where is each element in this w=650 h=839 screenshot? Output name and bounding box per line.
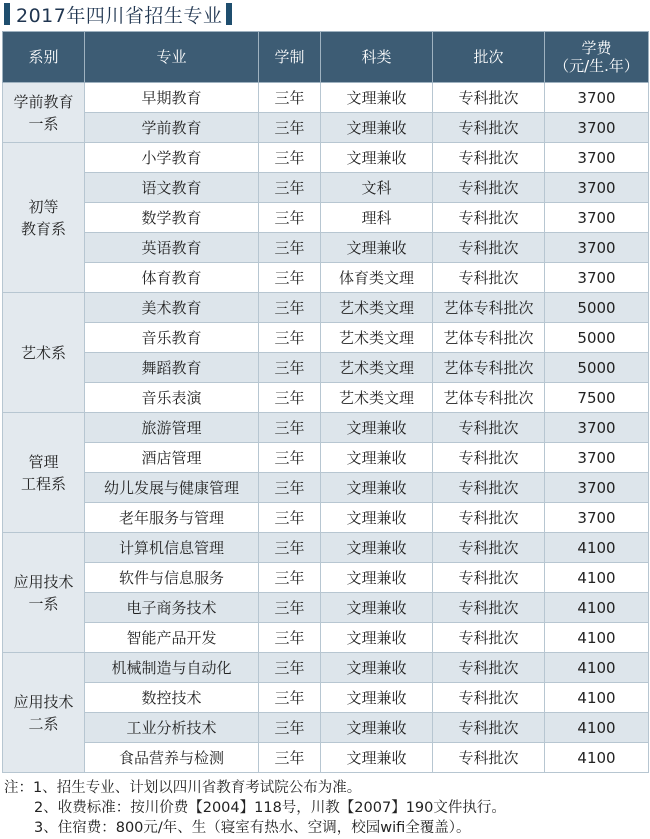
category-cell: 文理兼收 [321, 593, 433, 623]
category-cell: 艺术类文理 [321, 293, 433, 323]
fee-cell: 3700 [545, 143, 649, 173]
batch-cell: 专科批次 [433, 503, 545, 533]
category-cell: 文理兼收 [321, 143, 433, 173]
years-cell: 三年 [259, 293, 321, 323]
years-cell: 三年 [259, 653, 321, 683]
fee-cell: 3700 [545, 443, 649, 473]
years-cell: 三年 [259, 503, 321, 533]
major-cell: 早期教育 [85, 83, 259, 113]
category-cell: 文理兼收 [321, 533, 433, 563]
major-cell: 数控技术 [85, 683, 259, 713]
table-row [3, 413, 649, 443]
table-row [3, 473, 649, 503]
batch-cell: 艺体专科批次 [433, 293, 545, 323]
dept-name-line: 一系 [28, 114, 59, 133]
category-cell: 文科 [321, 173, 433, 203]
years-cell: 三年 [259, 83, 321, 113]
batch-cell: 专科批次 [433, 203, 545, 233]
category-cell: 文理兼收 [321, 563, 433, 593]
dept-name-line: 初等 [28, 197, 59, 216]
batch-cell: 艺体专科批次 [433, 353, 545, 383]
years-cell: 三年 [259, 563, 321, 593]
fee-cell: 5000 [545, 323, 649, 353]
fee-cell: 4100 [545, 743, 649, 773]
fee-cell: 4100 [545, 653, 649, 683]
batch-cell: 艺体专科批次 [433, 383, 545, 413]
header-fee [545, 32, 649, 83]
major-cell: 美术教育 [85, 293, 259, 323]
dept-name-line: 艺术系 [20, 343, 66, 362]
fee-cell: 5000 [545, 293, 649, 323]
years-cell: 三年 [259, 533, 321, 563]
fee-cell: 3700 [545, 503, 649, 533]
fee-cell: 4100 [545, 623, 649, 653]
table-row [3, 593, 649, 623]
dept-name-line: 应用技术 [13, 572, 74, 591]
years-cell: 三年 [259, 743, 321, 773]
table-row [3, 233, 649, 263]
dept-cell [3, 293, 85, 413]
years-cell: 三年 [259, 443, 321, 473]
note-line: 3、住宿费：800元/年、生（寝室有热水、空调，校园wifi全覆盖）。 [34, 820, 471, 836]
major-cell: 旅游管理 [85, 413, 259, 443]
batch-cell: 专科批次 [433, 473, 545, 503]
major-cell: 电子商务技术 [85, 593, 259, 623]
table-row [3, 143, 649, 173]
years-cell: 三年 [259, 233, 321, 263]
table-row [3, 503, 649, 533]
dept-name-line: 教育系 [20, 219, 66, 238]
batch-cell: 专科批次 [433, 233, 545, 263]
major-cell: 老年服务与管理 [85, 503, 259, 533]
major-cell: 工业分析技术 [85, 713, 259, 743]
batch-cell: 专科批次 [433, 623, 545, 653]
fee-cell: 3700 [545, 83, 649, 113]
dept-name-line: 二系 [28, 714, 59, 733]
batch-cell: 专科批次 [433, 83, 545, 113]
fee-cell: 5000 [545, 353, 649, 383]
years-cell: 三年 [259, 683, 321, 713]
note-line: 2、收费标准：按川价费【2004】118号，川教【2007】190文件执行。 [34, 800, 506, 816]
table-row [3, 203, 649, 233]
category-cell: 艺术类文理 [321, 323, 433, 353]
dept-name-line: 工程系 [20, 474, 66, 493]
fee-cell: 3700 [545, 173, 649, 203]
note-line: 注：1、招生专业、计划以四川省教育考试院公布为准。 [4, 780, 362, 796]
major-cell: 小学教育 [85, 143, 259, 173]
major-cell: 体育教育 [85, 263, 259, 293]
table-row [3, 173, 649, 203]
header-batch: 批次 [433, 32, 545, 83]
years-cell: 三年 [259, 713, 321, 743]
category-cell: 文理兼收 [321, 83, 433, 113]
header-major: 专业 [85, 32, 259, 83]
batch-cell: 专科批次 [433, 563, 545, 593]
notes [4, 778, 644, 838]
enrollment-table [2, 31, 649, 773]
fee-cell: 4100 [545, 683, 649, 713]
batch-cell: 专科批次 [433, 443, 545, 473]
fee-cell: 3700 [545, 113, 649, 143]
table-header-row [3, 32, 649, 83]
table-row [3, 653, 649, 683]
header-dept: 系别 [3, 32, 85, 83]
dept-cell [3, 653, 85, 773]
category-cell: 文理兼收 [321, 443, 433, 473]
fee-cell: 3700 [545, 203, 649, 233]
category-cell: 文理兼收 [321, 653, 433, 683]
category-cell: 艺术类文理 [321, 383, 433, 413]
years-cell: 三年 [259, 353, 321, 383]
fee-cell: 7500 [545, 383, 649, 413]
major-cell: 软件与信息服务 [85, 563, 259, 593]
fee-cell: 4100 [545, 533, 649, 563]
category-cell: 文理兼收 [321, 413, 433, 443]
category-cell: 文理兼收 [321, 713, 433, 743]
title-marker-left [4, 3, 10, 25]
batch-cell: 专科批次 [433, 713, 545, 743]
table-row [3, 563, 649, 593]
years-cell: 三年 [259, 473, 321, 503]
table-row [3, 443, 649, 473]
category-cell: 文理兼收 [321, 233, 433, 263]
major-cell: 酒店管理 [85, 443, 259, 473]
years-cell: 三年 [259, 113, 321, 143]
major-cell: 数学教育 [85, 203, 259, 233]
table-row [3, 743, 649, 773]
table-row [3, 113, 649, 143]
years-cell: 三年 [259, 593, 321, 623]
major-cell: 音乐表演 [85, 383, 259, 413]
fee-cell: 3700 [545, 413, 649, 443]
page-title: 2017年四川省招生专业 [16, 4, 223, 27]
batch-cell: 艺体专科批次 [433, 323, 545, 353]
batch-cell: 专科批次 [433, 743, 545, 773]
batch-cell: 专科批次 [433, 413, 545, 443]
years-cell: 三年 [259, 413, 321, 443]
years-cell: 三年 [259, 203, 321, 233]
batch-cell: 专科批次 [433, 113, 545, 143]
table-row [3, 383, 649, 413]
major-cell: 英语教育 [85, 233, 259, 263]
table-row [3, 683, 649, 713]
header-years: 学制 [259, 32, 321, 83]
dept-name-line: 应用技术 [13, 692, 74, 711]
header-fee-line2: （元/生.年） [554, 57, 639, 75]
table-row [3, 263, 649, 293]
batch-cell: 专科批次 [433, 173, 545, 203]
table-row [3, 83, 649, 113]
fee-cell: 4100 [545, 713, 649, 743]
category-cell: 文理兼收 [321, 623, 433, 653]
years-cell: 三年 [259, 383, 321, 413]
header-category: 科类 [321, 32, 433, 83]
dept-name-line: 一系 [28, 594, 59, 613]
major-cell: 机械制造与自动化 [85, 653, 259, 683]
fee-cell: 4100 [545, 563, 649, 593]
years-cell: 三年 [259, 263, 321, 293]
category-cell: 艺术类文理 [321, 353, 433, 383]
batch-cell: 专科批次 [433, 533, 545, 563]
category-cell: 文理兼收 [321, 743, 433, 773]
table-row [3, 713, 649, 743]
major-cell: 食品营养与检测 [85, 743, 259, 773]
table-row [3, 533, 649, 563]
dept-cell [3, 533, 85, 653]
major-cell: 幼儿发展与健康管理 [85, 473, 259, 503]
major-cell: 语文教育 [85, 173, 259, 203]
category-cell: 文理兼收 [321, 503, 433, 533]
fee-cell: 3700 [545, 233, 649, 263]
years-cell: 三年 [259, 143, 321, 173]
major-cell: 智能产品开发 [85, 623, 259, 653]
major-cell: 音乐教育 [85, 323, 259, 353]
batch-cell: 专科批次 [433, 143, 545, 173]
batch-cell: 专科批次 [433, 593, 545, 623]
dept-name-line: 管理 [28, 452, 59, 471]
table-row [3, 623, 649, 653]
years-cell: 三年 [259, 623, 321, 653]
batch-cell: 专科批次 [433, 683, 545, 713]
dept-cell [3, 413, 85, 533]
major-cell: 舞蹈教育 [85, 353, 259, 383]
major-cell: 计算机信息管理 [85, 533, 259, 563]
batch-cell: 专科批次 [433, 653, 545, 683]
title-bar [0, 0, 650, 28]
title-marker-right [226, 3, 232, 25]
fee-cell: 4100 [545, 593, 649, 623]
fee-cell: 3700 [545, 473, 649, 503]
table-row [3, 293, 649, 323]
category-cell: 文理兼收 [321, 473, 433, 503]
category-cell: 文理兼收 [321, 113, 433, 143]
table-row [3, 353, 649, 383]
batch-cell: 专科批次 [433, 263, 545, 293]
category-cell: 体育类文理 [321, 263, 433, 293]
fee-cell: 3700 [545, 263, 649, 293]
category-cell: 理科 [321, 203, 433, 233]
category-cell: 文理兼收 [321, 683, 433, 713]
header-fee-line1: 学费 [581, 39, 612, 57]
table-row [3, 323, 649, 353]
major-cell: 学前教育 [85, 113, 259, 143]
table-body [3, 83, 649, 773]
dept-name-line: 学前教育 [13, 92, 74, 111]
dept-cell [3, 83, 85, 143]
years-cell: 三年 [259, 173, 321, 203]
dept-cell [3, 143, 85, 293]
years-cell: 三年 [259, 323, 321, 353]
